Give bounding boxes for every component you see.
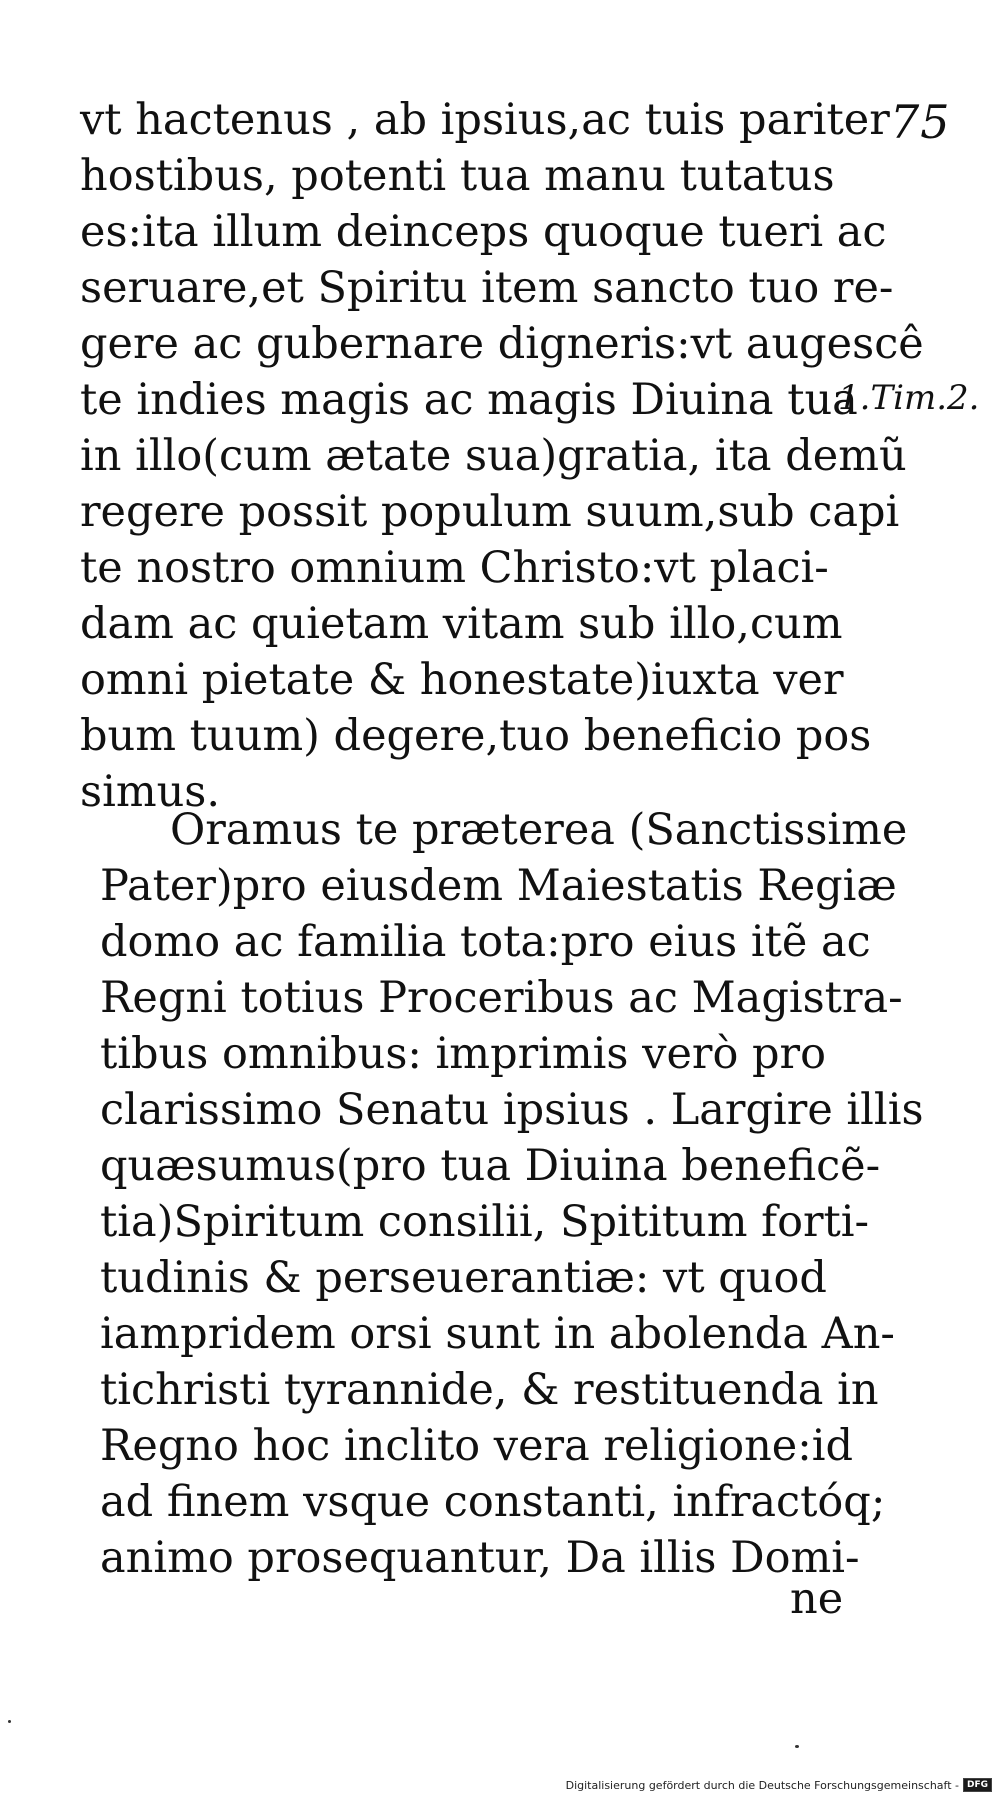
text-line: animo prosequantur, Da illis Domi- — [100, 1533, 860, 1583]
text-line: domo ac familia tota:pro eius itẽ ac — [100, 917, 871, 967]
text-line: dam ac quietam vitam sub illo,cum — [80, 599, 843, 649]
text-line: in illo(cum ætate sua)gratia, ita demũ — [80, 431, 907, 481]
text-line: Oramus te præterea (Sanctissime — [170, 805, 908, 855]
paragraph-2 — [100, 802, 924, 1586]
text-line: tichristi tyrannide, & restituenda in — [100, 1365, 879, 1415]
margin-note: 1.Tim.2. — [838, 378, 980, 418]
text-line: Regni totius Proceribus ac Magistra- — [100, 973, 903, 1023]
text-line: clarissimo Senatu ipsius . Largire illis — [100, 1085, 924, 1135]
page-number: 75 — [890, 95, 951, 149]
text-line: quæsumus(pro tua Diuina beneficẽ- — [100, 1141, 881, 1191]
text-line: iampridem orsi sunt in abolenda An- — [100, 1309, 895, 1359]
text-line: es:ita illum deinceps quoque tueri ac — [80, 207, 887, 257]
text-line: tibus omnibus: imprimis verò pro — [100, 1029, 826, 1079]
text-line: vt hactenus , ab ipsius,ac tuis pariter — [80, 95, 890, 145]
text-line: te indies magis ac magis Diuina tua — [80, 375, 858, 425]
text-line: ad finem vsque constanti, infractóq; — [100, 1477, 886, 1527]
text-line: te nostro omnium Christo:vt placi- — [80, 543, 829, 593]
text-line: gere ac gubernare digneris:vt augescê — [80, 319, 924, 369]
digitization-footer — [566, 1778, 992, 1792]
text-line: seruare,et Spiritu item sancto tuo re- — [80, 263, 894, 313]
text-line: Regno hoc inclito vera religione:id — [100, 1421, 853, 1471]
text-line: Pater)pro eiusdem Maiestatis Regiæ — [100, 861, 897, 911]
text-line: omni pietate & honestate)iuxta ver — [80, 655, 844, 705]
paper-speck — [8, 1720, 11, 1723]
text-line: regere possit populum suum,sub capi — [80, 487, 900, 537]
text-line: hostibus, potenti tua manu tutatus — [80, 151, 835, 201]
text-line: tudinis & perseuerantiæ: vt quod — [100, 1253, 827, 1303]
text-line: tia)Spiritum consilii, Spititum forti- — [100, 1197, 870, 1247]
paper-speck — [795, 1745, 799, 1748]
text-line: simus. — [80, 767, 221, 817]
footer-text: Digitalisierung gefördert durch die Deutsche Forschungsgemeinschaft - — [565, 1778, 959, 1792]
text-line: bum tuum) degere,tuo beneficio pos — [80, 711, 872, 761]
dfg-logo: DFG — [963, 1778, 992, 1792]
catchword: ne — [790, 1574, 844, 1624]
